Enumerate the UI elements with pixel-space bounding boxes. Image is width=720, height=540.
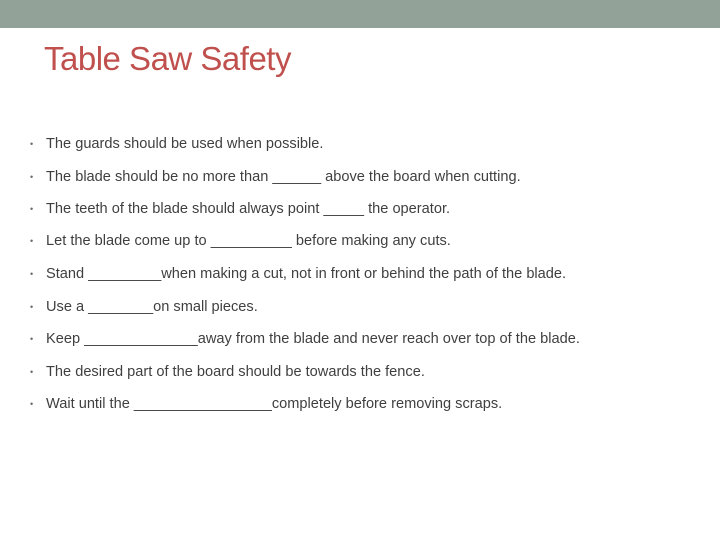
bullet-marker: • [30, 367, 34, 377]
bullet-text: Keep ______________away from the blade and never reach over top of the blade. [46, 331, 580, 347]
bullet-text: The blade should be no more than ______ above the board when cutting. [46, 169, 521, 185]
slide-title: Table Saw Safety [44, 40, 291, 77]
bullet-marker: • [30, 139, 34, 149]
bullet-text: Wait until the _________________completely before removing scraps. [46, 396, 503, 412]
bullet-marker: • [30, 399, 34, 409]
bullet-item-8 [30, 362, 425, 382]
bullet-text: The guards should be used when possible. [46, 136, 324, 152]
bullet-marker: • [30, 236, 34, 246]
bullet-item-4 [30, 231, 451, 251]
bullet-text: The desired part of the board should be towards the fence. [46, 364, 425, 380]
bullet-item-9 [30, 394, 502, 414]
bullet-item-6 [30, 297, 258, 317]
bullet-text: Let the blade come up to __________ before making any cuts. [46, 233, 451, 249]
bullet-item-3 [30, 199, 450, 219]
bullet-text: Stand _________when making a cut, not in front or behind the path of the blade. [46, 266, 567, 282]
bullet-item-5 [30, 264, 566, 284]
top-accent-bar [0, 0, 720, 28]
bullet-text: Use a ________on small pieces. [46, 299, 258, 315]
bullet-item-7 [30, 329, 580, 349]
bullet-item-1 [30, 134, 323, 154]
bullet-marker: • [30, 302, 34, 312]
bullet-text: The teeth of the blade should always point _____ the operator. [46, 201, 451, 217]
bullet-marker: • [30, 269, 34, 279]
bullet-marker: • [30, 334, 34, 344]
bullet-marker: • [30, 204, 34, 214]
bullet-item-2 [30, 167, 521, 187]
bullet-marker: • [30, 172, 34, 182]
